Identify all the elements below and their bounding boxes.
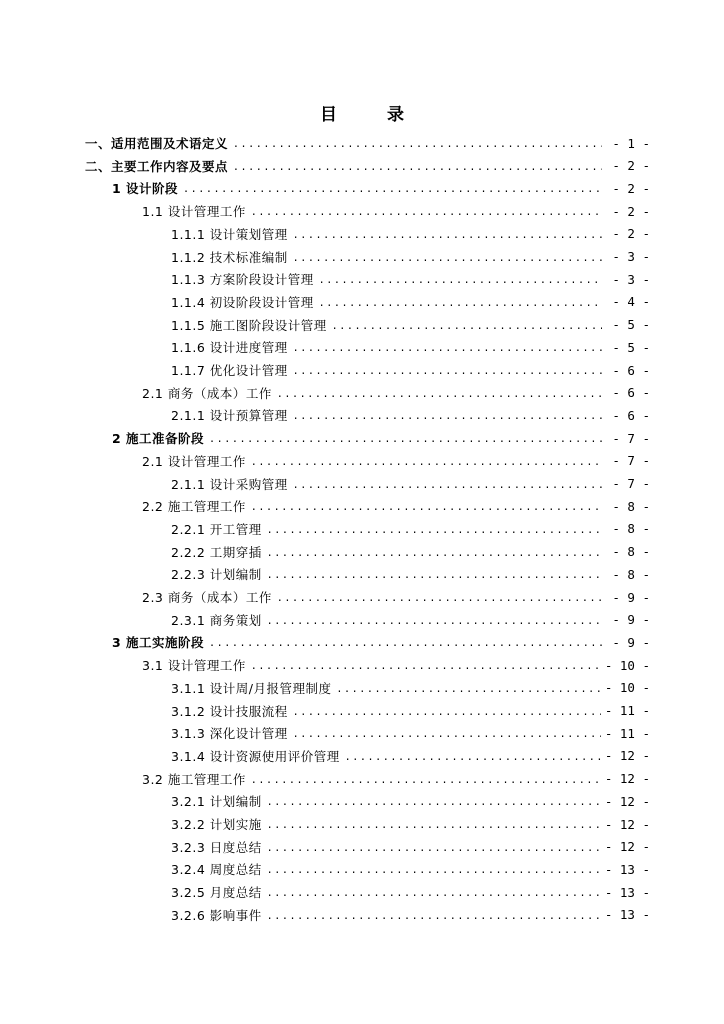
dot-leader <box>268 840 601 854</box>
toc-entry-page-number: - 13 - <box>604 861 650 877</box>
toc-entry-page-number: - 11 - <box>604 725 650 741</box>
toc-entry-page-number: - 7 - <box>612 476 650 491</box>
toc-entry-page-number: - 3 - <box>612 249 650 264</box>
toc-entry[interactable] <box>171 268 650 290</box>
toc-entry[interactable] <box>142 768 650 790</box>
toc-entry-label: 3 施工实施阶段 <box>112 635 205 651</box>
dot-leader <box>278 386 602 400</box>
dot-leader <box>268 794 601 808</box>
toc-entry-page-number: - 2 - <box>612 226 650 242</box>
toc-entry-page-number: - 3 - <box>612 271 650 287</box>
toc-entry[interactable] <box>171 836 650 858</box>
toc-entry-page-number: - 12 - <box>604 839 650 855</box>
toc-entry[interactable] <box>171 291 650 313</box>
toc-entry-page-number: - 2 - <box>612 203 650 219</box>
toc-entry-label: 2.1.1 设计采购管理 <box>171 476 288 492</box>
toc-entry[interactable] <box>171 790 650 812</box>
toc-entry[interactable] <box>171 858 650 880</box>
toc-entry[interactable] <box>171 563 650 585</box>
toc-entry-page-number: - 5 - <box>612 339 650 355</box>
dot-leader <box>268 908 601 922</box>
toc-entry[interactable] <box>171 609 650 631</box>
toc-entry-label: 1 设计阶段 <box>112 181 179 197</box>
toc-entry[interactable] <box>171 541 650 563</box>
dot-leader <box>294 363 602 377</box>
toc-entry-label: 3.1.1 设计周/月报管理制度 <box>171 680 332 696</box>
toc-entry-label: 2.1.1 设计预算管理 <box>171 408 288 424</box>
toc-entry-page-number: - 11 - <box>604 703 650 718</box>
toc-entry-label: 1.1.1 设计策划管理 <box>171 226 288 242</box>
toc-entry[interactable] <box>112 631 650 653</box>
toc-entry-page-number: - 2 - <box>612 158 650 174</box>
dot-leader <box>252 772 601 786</box>
toc-entry[interactable] <box>171 881 650 903</box>
toc-entry-label: 2 施工准备阶段 <box>112 431 205 447</box>
toc-entry-page-number: - 8 - <box>612 498 650 514</box>
toc-entry[interactable] <box>171 336 650 358</box>
toc-entry[interactable] <box>171 722 650 744</box>
dot-leader <box>252 658 601 672</box>
toc-entry-label: 1.1.5 施工图阶段设计管理 <box>171 317 327 333</box>
toc-entry-page-number: - 9 - <box>612 634 650 650</box>
toc-entry-page-number: - 1 - <box>612 135 650 151</box>
toc-entry[interactable] <box>142 495 650 517</box>
dot-leader <box>294 340 602 354</box>
toc-entry-page-number: - 7 - <box>612 453 650 469</box>
toc-entry-page-number: - 4 - <box>612 294 650 310</box>
toc-entry[interactable] <box>112 177 650 199</box>
toc-entry[interactable] <box>142 200 650 222</box>
toc-entry-page-number: - 12 - <box>604 793 650 809</box>
toc-entry-label: 3.1.3 深化设计管理 <box>171 726 288 742</box>
dot-leader <box>294 477 602 491</box>
toc-entry-label: 3.1.4 设计资源使用评价管理 <box>171 748 340 764</box>
toc-entry-label: 2.2.1 开工管理 <box>171 521 262 537</box>
toc-entry-label: 1.1.6 设计进度管理 <box>171 340 288 356</box>
toc-entry-page-number: - 6 - <box>612 407 650 423</box>
toc-entry-label: 2.2 施工管理工作 <box>142 499 246 515</box>
toc-entry[interactable] <box>171 677 650 699</box>
toc-entry-page-number: - 6 - <box>612 362 650 378</box>
toc-entry-label: 1.1 设计管理工作 <box>142 204 246 220</box>
dot-leader <box>252 204 602 218</box>
toc-entry[interactable] <box>142 654 650 676</box>
dot-leader <box>320 272 602 286</box>
toc-entry-label: 3.2.5 月度总结 <box>171 885 262 901</box>
toc-entry[interactable] <box>171 700 650 722</box>
toc-entry[interactable] <box>171 813 650 835</box>
dot-leader <box>320 295 602 309</box>
toc-entry-label: 2.3 商务（成本）工作 <box>142 590 272 605</box>
dot-leader <box>184 181 602 195</box>
toc-entry-page-number: - 8 - <box>612 544 650 560</box>
toc-entry-label: 2.1 商务（成本）工作 <box>142 385 272 401</box>
toc-entry-page-number: - 9 - <box>612 589 650 605</box>
dot-leader <box>210 431 602 445</box>
dot-leader <box>333 318 602 332</box>
dot-leader <box>252 454 602 468</box>
dot-leader <box>210 635 602 649</box>
dot-leader <box>268 885 601 899</box>
toc-entry-label: 2.2.2 工期穿插 <box>171 544 262 560</box>
toc-entry-page-number: - 2 - <box>612 180 650 196</box>
dot-leader <box>294 227 602 241</box>
dot-leader <box>234 136 602 150</box>
dot-leader <box>294 250 602 264</box>
toc-entry-page-number: - 7 - <box>612 430 650 446</box>
toc-entry[interactable] <box>171 904 650 926</box>
toc-entry-page-number: - 12 - <box>604 771 650 787</box>
toc-entry[interactable] <box>171 359 650 381</box>
dot-leader <box>338 681 601 695</box>
toc-entry-label: 2.1 设计管理工作 <box>142 453 246 469</box>
toc-entry-label: 1.1.4 初设阶段设计管理 <box>171 294 314 310</box>
dot-leader <box>234 159 602 173</box>
dot-leader <box>252 499 602 513</box>
dot-leader <box>294 726 601 740</box>
toc-entry-page-number: - 8 - <box>612 566 650 582</box>
dot-leader <box>294 408 602 422</box>
toc-entry-label: 一、适用范围及术语定义 <box>85 136 229 151</box>
toc-entry-label: 3.2.6 影响事件 <box>171 907 262 923</box>
dot-leader <box>268 613 602 627</box>
toc-entry-page-number: - 12 - <box>604 816 650 832</box>
toc-entry-label: 3.2.2 计划实施 <box>171 817 262 832</box>
toc-entry[interactable] <box>112 427 650 449</box>
toc-entry[interactable] <box>171 745 650 767</box>
toc-entry-label: 2.3.1 商务策划 <box>171 612 262 628</box>
dot-leader <box>294 704 601 718</box>
toc-title: 目 录 <box>320 105 426 125</box>
toc-entry[interactable] <box>171 404 650 426</box>
toc-entry[interactable] <box>171 246 650 268</box>
toc-entry[interactable] <box>142 586 650 608</box>
toc-entry[interactable] <box>85 132 650 154</box>
dot-leader <box>268 817 601 831</box>
dot-leader <box>278 590 602 604</box>
dot-leader <box>268 567 602 581</box>
dot-leader <box>346 749 601 763</box>
toc-entry[interactable] <box>142 450 650 472</box>
dot-leader <box>268 545 602 559</box>
toc-entry-page-number: - 5 - <box>612 317 650 333</box>
toc-entry-label: 3.1.2 设计技服流程 <box>171 703 288 719</box>
toc-entry-label: 3.1 设计管理工作 <box>142 658 246 674</box>
toc-entry-label: 二、主要工作内容及要点 <box>85 158 229 174</box>
toc-entry-page-number: - 8 - <box>612 521 650 537</box>
toc-entry-label: 1.1.7 优化设计管理 <box>171 363 288 378</box>
toc-entry-label: 1.1.3 方案阶段设计管理 <box>171 272 314 288</box>
toc-entry-label: 3.2.3 日度总结 <box>171 839 262 855</box>
toc-entry-page-number: - 10 - <box>604 680 650 696</box>
dot-leader <box>268 522 602 536</box>
toc-entry-label: 3.2.1 计划编制 <box>171 794 262 810</box>
toc-entry[interactable] <box>171 314 650 336</box>
toc-entry-page-number: - 13 - <box>604 907 650 923</box>
toc-entry-label: 3.2 施工管理工作 <box>142 771 246 787</box>
toc-entry-page-number: - 9 - <box>612 612 650 628</box>
toc-entry-label: 3.2.4 周度总结 <box>171 862 262 878</box>
dot-leader <box>268 862 601 876</box>
toc-entry[interactable] <box>171 223 650 245</box>
toc-entry[interactable] <box>85 155 650 177</box>
toc-entry[interactable] <box>171 473 650 495</box>
toc-entry-label: 1.1.2 技术标准编制 <box>171 249 288 265</box>
toc-entry[interactable] <box>171 518 650 540</box>
toc-entry-page-number: - 10 - <box>604 657 650 673</box>
toc-entry[interactable] <box>142 382 650 404</box>
toc-entry-page-number: - 6 - <box>612 385 650 401</box>
toc-entry-page-number: - 12 - <box>604 748 650 764</box>
toc-entry-page-number: - 13 - <box>604 884 650 900</box>
toc-entry-label: 2.2.3 计划编制 <box>171 567 262 583</box>
